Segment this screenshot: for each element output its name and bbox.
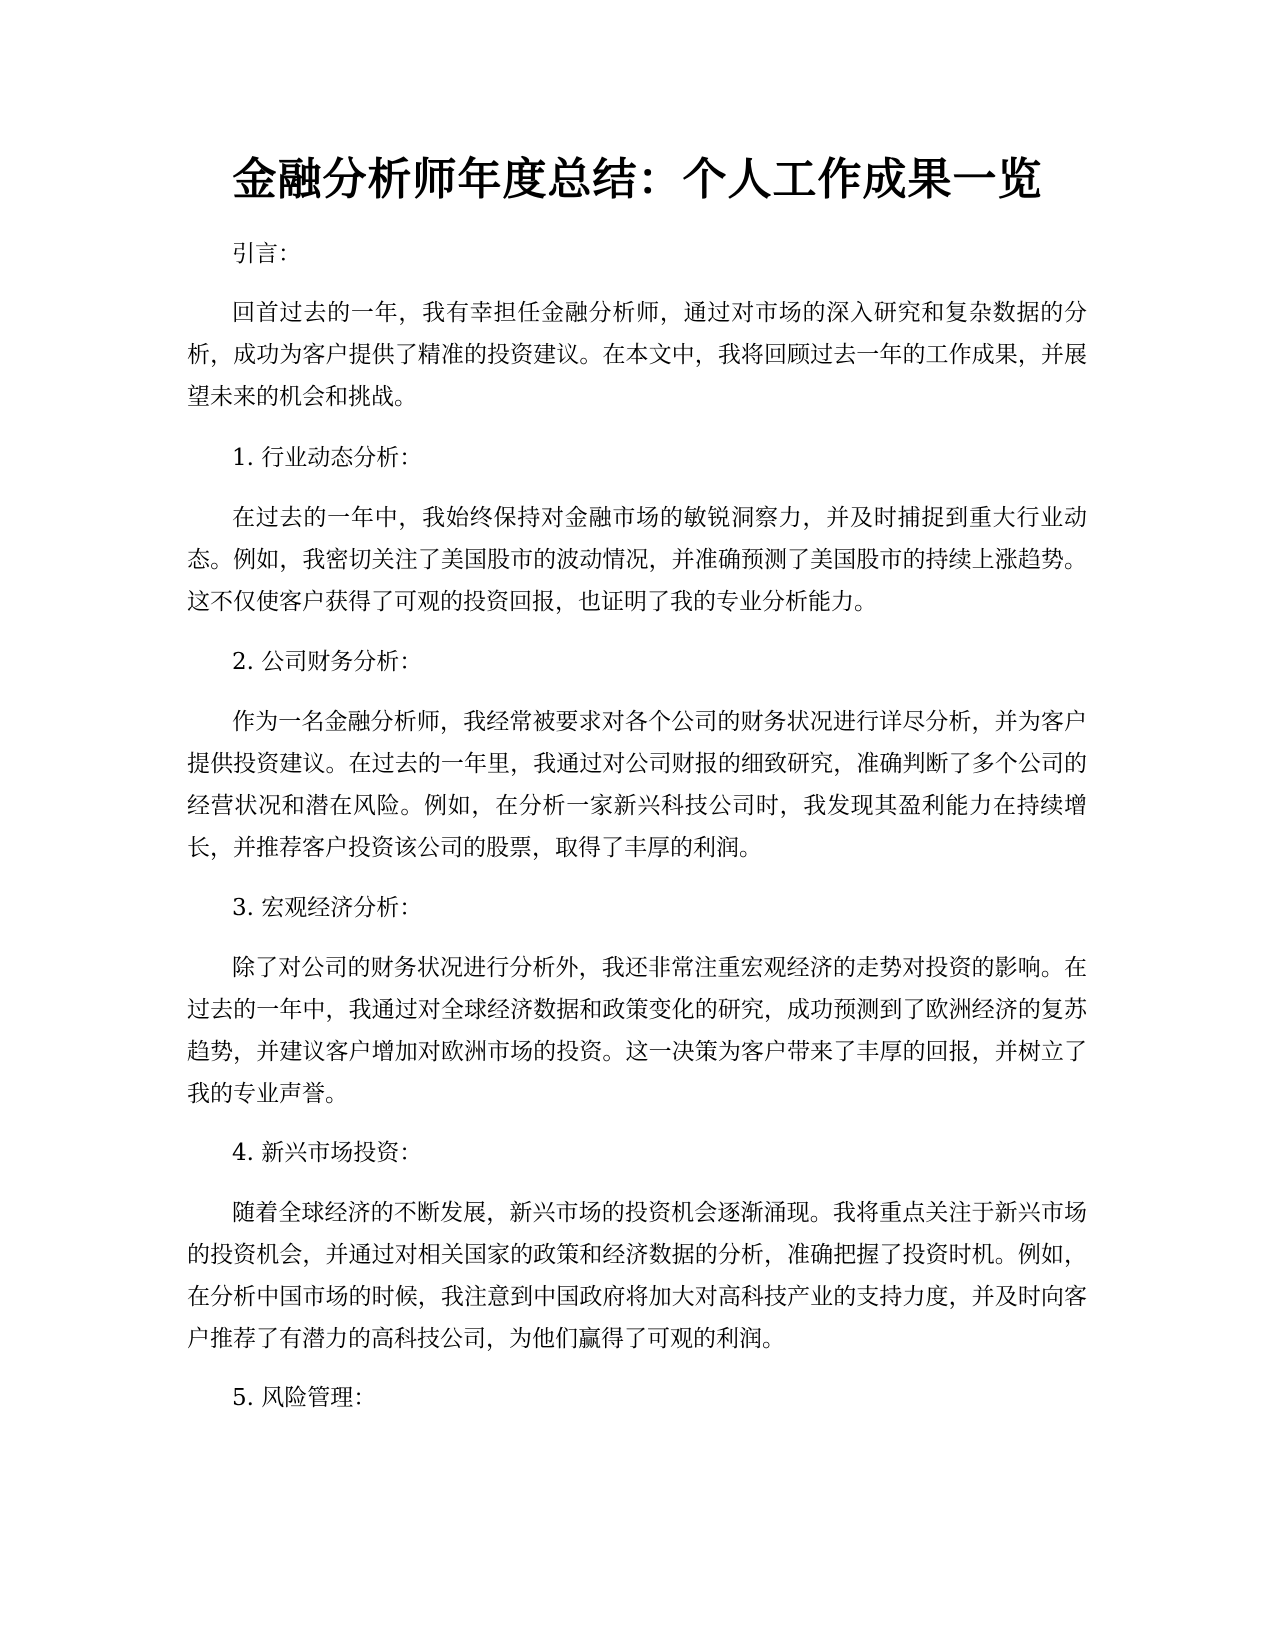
section-3-paragraph: 除了对公司的财务状况进行分析外，我还非常注重宏观经济的走势对投资的影响。在过去的一年中，我通过对全球经济数据和政策变化的研究，成功预测到了欧洲经济的复苏趋势，并建议客户增加对欧洲市场的投资。这一决策为客户带来了丰厚的回报，并树立了我的专业声誉。: [187, 955, 1087, 1107]
section-5-heading: 5. 风险管理：: [232, 1385, 377, 1411]
section-4-heading: 4. 新兴市场投资：: [232, 1140, 423, 1166]
document-title: 金融分析师年度总结：个人工作成果一览: [232, 154, 1043, 205]
section-1-heading: 1. 行业动态分析：: [232, 445, 423, 471]
section-3-heading: 3. 宏观经济分析：: [232, 895, 423, 921]
intro-label: 引言：: [232, 241, 301, 267]
section-1-paragraph: 在过去的一年中，我始终保持对金融市场的敏锐洞察力，并及时捕捉到重大行业动态。例如，我密切关注了美国股市的波动情况，并准确预测了美国股市的持续上涨趋势。这不仅使客户获得了可观的投资回报，也证明了我的专业分析能力。: [187, 505, 1087, 615]
section-2-heading: 2. 公司财务分析：: [232, 649, 423, 675]
section-4-paragraph: 随着全球经济的不断发展，新兴市场的投资机会逐渐涌现。我将重点关注于新兴市场的投资机会，并通过对相关国家的政策和经济数据的分析，准确把握了投资时机。例如，在分析中国市场的时候，我注意到中国政府将加大对高科技产业的支持力度，并及时向客户推荐了有潜力的高科技公司，为他们赢得了可观的利润。: [187, 1200, 1087, 1352]
section-2-paragraph: 作为一名金融分析师，我经常被要求对各个公司的财务状况进行详尽分析，并为客户提供投资建议。在过去的一年里，我通过对公司财报的细致研究，准确判断了多个公司的经营状况和潜在风险。例如，在分析一家新兴科技公司时，我发现其盈利能力在持续增长，并推荐客户投资该公司的股票，取得了丰厚的利润。: [187, 709, 1087, 861]
intro-paragraph: 回首过去的一年，我有幸担任金融分析师，通过对市场的深入研究和复杂数据的分析，成功为客户提供了精准的投资建议。在本文中，我将回顾过去一年的工作成果，并展望未来的机会和挑战。: [187, 300, 1087, 410]
